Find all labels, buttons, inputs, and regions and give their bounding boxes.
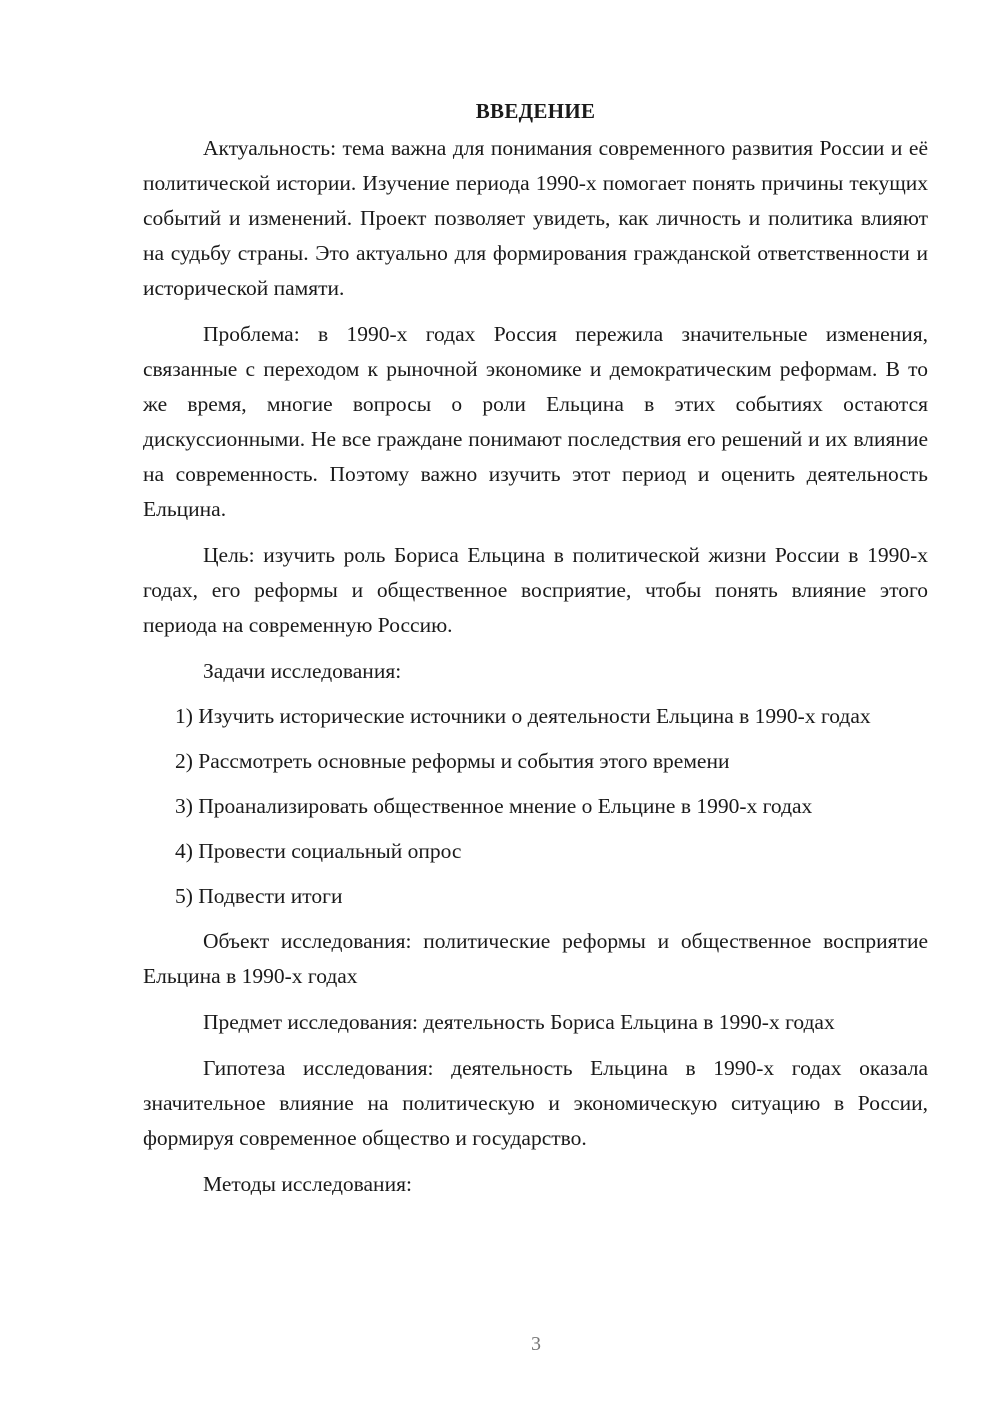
hypothesis-paragraph: Гипотеза исследования: деятельность Ельцина в 1990-х годах оказала значительное влияние на политическую и экономическую ситуацию в России, формируя современное общество и государство. (143, 1056, 928, 1150)
task-item: 5) Подвести итоги (175, 884, 343, 908)
object-paragraph: Объект исследования: политические реформы и общественное восприятие Ельцина в 1990-х годах (143, 929, 928, 988)
task-item: 1) Изучить исторические источники о деятельности Ельцина в 1990-х годах (175, 704, 871, 728)
section-heading: ВВЕДЕНИЕ (475, 99, 596, 123)
task-item: 2) Рассмотреть основные реформы и события этого времени (175, 749, 730, 773)
subject-paragraph: Предмет исследования: деятельность Бориса Ельцина в 1990-х годах (203, 1010, 835, 1034)
problem-paragraph: Проблема: в 1990-х годах Россия пережила значительные изменения, связанные с переходом к рыночной экономике и демократическим реформам. В то же время, многие вопросы о роли Ельцина в этих событиях остаются дискуссионными. Не все граждане понимают последствия его решений и их влияние на современность. Поэтому важно изучить этот период и оценить деятельность Ельцина. (143, 322, 928, 521)
methods-heading: Методы исследования: (203, 1172, 412, 1196)
goal-paragraph: Цель: изучить роль Бориса Ельцина в политической жизни России в 1990-х годах, его реформы и общественное восприятие, чтобы понять влияние этого периода на современную Россию. (143, 543, 928, 637)
tasks-heading: Задачи исследования: (203, 659, 402, 683)
task-item: 3) Проанализировать общественное мнение о Ельцине в 1990-х годах (175, 794, 813, 818)
page-content (143, 96, 928, 1202)
page-number: 3 (531, 1333, 541, 1355)
task-item: 4) Провести социальный опрос (175, 839, 462, 863)
relevance-paragraph: Актуальность: тема важна для понимания современного развития России и её политической истории. Изучение периода 1990-х помогает понять причины текущих событий и изменений. Проект позволяет увидеть, как личность и политика влияют на судьбу страны. Это актуально для формирования гражданской ответственности и исторической памяти. (143, 136, 928, 300)
